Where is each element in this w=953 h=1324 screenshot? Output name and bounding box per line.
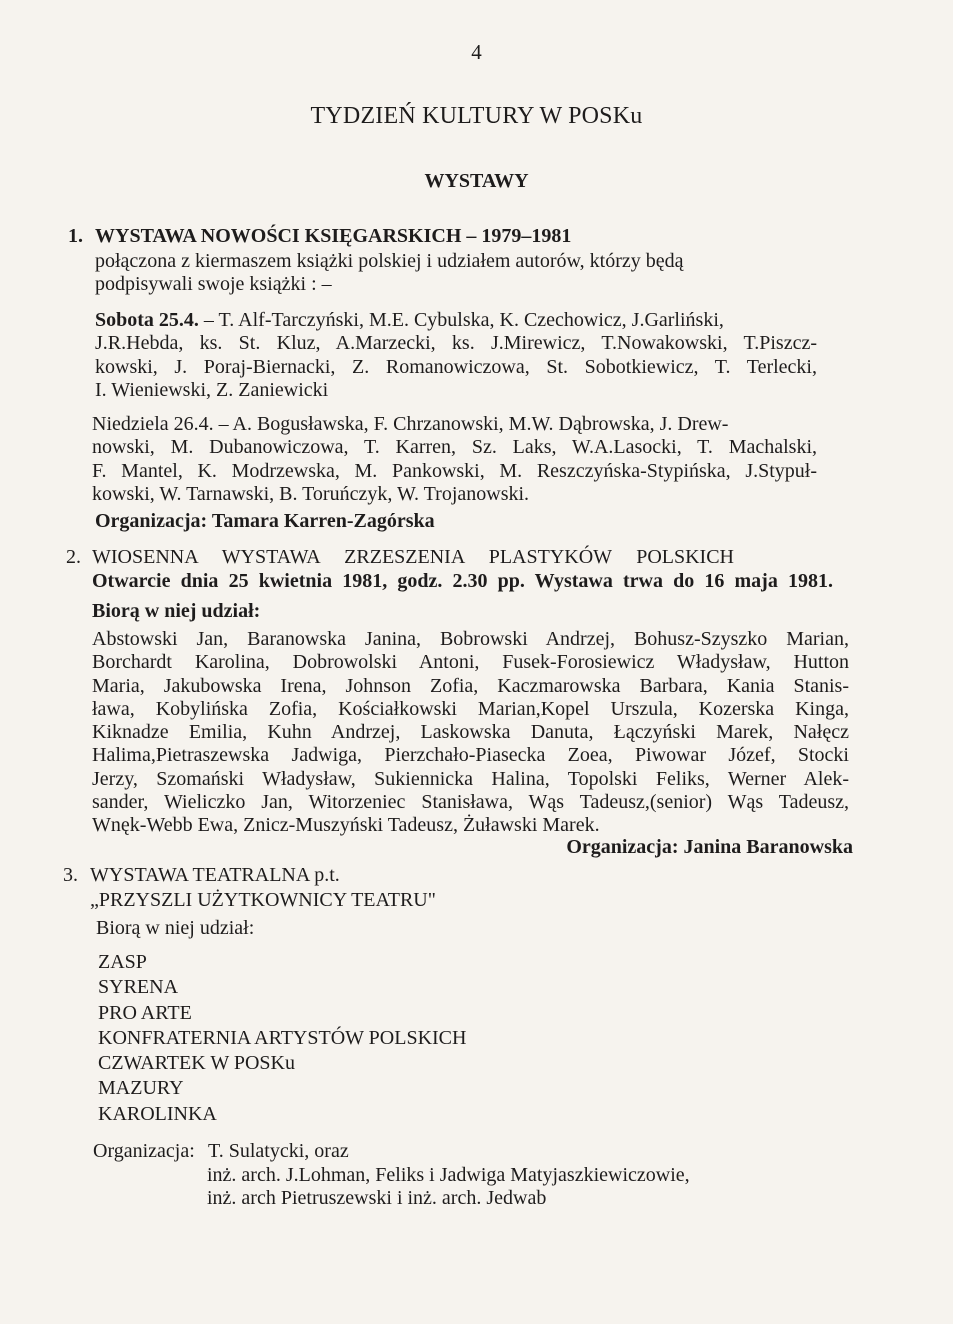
participants-line: Maria, Jakubowska Irena, Johnson Zofia, Kaczmarowska Barbara, Kania Stanis- bbox=[92, 674, 849, 697]
section1-number: 1. bbox=[68, 225, 83, 247]
section1-description bbox=[95, 250, 815, 297]
saturday-authors-line: J.R.Hebda, ks. St. Kluz, A.Marzecki, ks. J.Mirewicz, T.Nowakowski, T.Piszcz- bbox=[95, 332, 817, 355]
list-item: KONFRATERNIA ARTYSTÓW POLSKICH bbox=[98, 1026, 467, 1049]
page-title: TYDZIEŃ KULTURY W POSKu bbox=[310, 103, 643, 129]
participants-line: Kiknadze Emilia, Kuhn Andrzej, Laskowska Danuta, Łączyński Marek, Nałęcz bbox=[92, 721, 849, 744]
list-item: ZASP bbox=[98, 951, 147, 973]
section1-saturday bbox=[95, 309, 817, 402]
section1-sunday bbox=[92, 413, 817, 506]
section2-organization: Organizacja: Janina Baranowska bbox=[566, 836, 853, 858]
page-number: 4 bbox=[471, 40, 482, 64]
list-item: PRO ARTE bbox=[98, 1001, 192, 1024]
section3-subheading: „PRZYSZLI UŻYTKOWNICY TEATRU" bbox=[90, 889, 436, 911]
sunday-authors-line: kowski, W. Tarnawski, B. Toruńczyk, W. Trojanowski. bbox=[92, 482, 530, 505]
section2-heading: WIOSENNA WYSTAWA ZRZESZENIA PLASTYKÓW POLSKICH bbox=[92, 546, 734, 568]
section2-participants bbox=[92, 628, 849, 838]
sunday-authors-line: nowski, M. Dubanowiczowa, T. Karren, Sz. Laks, W.A.Lasocki, T. Machalski, bbox=[92, 436, 817, 459]
participants-line: sander, Wieliczko Jan, Witorzeniec Stanisława, Wąs Tadeusz,(senior) Wąs Tadeusz, bbox=[92, 791, 849, 814]
section2-opening: Otwarcie dnia 25 kwietnia 1981, godz. 2.30 pp. Wystawa trwa do 16 maja 1981. bbox=[92, 570, 833, 592]
section2-participants-label: Biorą w niej udział: bbox=[92, 600, 261, 622]
saturday-authors-line: I. Wieniewski, Z. Zaniewicki bbox=[95, 378, 329, 401]
section3-organization-line: T. Sulatycki, oraz bbox=[208, 1140, 349, 1162]
section3-participants-label: Biorą w niej udział: bbox=[96, 917, 255, 939]
saturday-authors-line: – T. Alf-Tarczyński, M.E. Cybulska, K. Czechowicz, J.Garliński, bbox=[198, 309, 724, 331]
sunday-authors-line: – A. Bogusławska, F. Chrzanowski, M.W. Dąbrowska, J. Drew- bbox=[213, 413, 729, 435]
list-item: MAZURY bbox=[98, 1077, 184, 1100]
list-item: CZWARTEK W POSKu bbox=[98, 1052, 295, 1075]
section3-organization-line: inż. arch Pietruszewski i inż. arch. Jedwab bbox=[207, 1187, 547, 1209]
list-item: KAROLINKA bbox=[98, 1102, 217, 1125]
participants-line: Abstowski Jan, Baranowska Janina, Bobrowski Andrzej, Bohusz-Szyszko Marian, bbox=[92, 628, 849, 650]
saturday-label: Sobota 25.4. bbox=[95, 309, 199, 331]
section3-number: 3. bbox=[63, 864, 78, 886]
participants-line: ława, Kobylińska Zofia, Kościałkowski Marian,Kopel Urszula, Kozerska Kinga, bbox=[92, 697, 849, 720]
section1-organization: Organizacja: Tamara Karren-Zagórska bbox=[95, 510, 435, 532]
participants-line: Jerzy, Szomański Władysław, Sukiennicka Halina, Topolski Feliks, Werner Alek- bbox=[92, 767, 849, 790]
section1-heading: WYSTAWA NOWOŚCI KSIĘGARSKICH – 1979–1981 bbox=[95, 225, 572, 247]
participants-line: Halima,Pietraszewska Jadwiga, Pierzchało-Piasecka Zoea, Piwowar Józef, Stocki bbox=[92, 744, 849, 767]
saturday-authors-line: kowski, J. Poraj-Biernacki, Z. Romanowiczowa, St. Sobotkiewicz, T. Terlecki, bbox=[95, 355, 817, 378]
participants-line: Borchardt Karolina, Dobrowolski Antoni, Fusek-Forosiewicz Władysław, Hutton bbox=[92, 651, 849, 674]
section1-desc-line: połączona z kiermaszem książki polskiej i udziałem autorów, którzy będą bbox=[95, 250, 684, 272]
section1-desc-line: podpisywali swoje książki : – bbox=[95, 273, 332, 296]
section-heading-exhibitions: WYSTAWY bbox=[424, 170, 529, 192]
sunday-label: Niedziela 26.4. bbox=[92, 413, 214, 435]
sunday-authors-line: F. Mantel, K. Modrzewska, M. Pankowski, M. Reszczyńska-Stypińska, J.Stypuł- bbox=[92, 459, 817, 482]
theatre-groups-list bbox=[98, 950, 466, 1127]
section3-heading: WYSTAWA TEATRALNA p.t. bbox=[90, 864, 340, 886]
section2-number: 2. bbox=[66, 546, 81, 568]
list-item: SYRENA bbox=[98, 976, 179, 999]
section3-organization-label: Organizacja: bbox=[93, 1140, 195, 1162]
participants-line: Wnęk-Webb Ewa, Znicz-Muszyński Tadeusz, Żuławski Marek. bbox=[92, 814, 600, 837]
section3-organization-line: inż. arch. J.Lohman, Feliks i Jadwiga Matyjaszkiewiczowie, bbox=[207, 1164, 690, 1186]
